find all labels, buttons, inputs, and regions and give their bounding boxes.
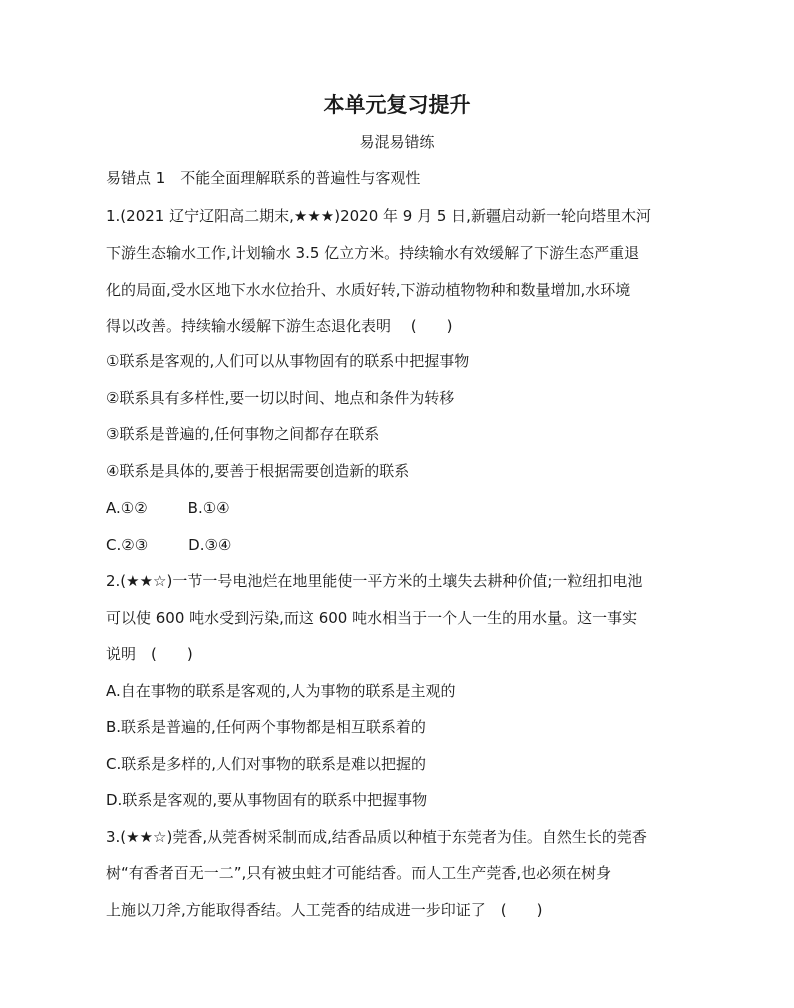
q2-option-c[interactable]: C.联系是多样的,人们对事物的联系是难以把握的 bbox=[106, 755, 427, 773]
q2-stem-line: 2.(★★☆)一节一号电池烂在地里能使一平方米的土壤失去耕种价值;一粒纽扣电池 bbox=[106, 572, 643, 590]
q1-stem-line: 下游生态输水工作,计划输水 3.5 亿立方米。持续输水有效缓解了下游生态严重退 bbox=[106, 244, 640, 262]
q1-options-row bbox=[106, 534, 706, 556]
q2-stem-line: 可以使 600 吨水受到污染,而这 600 吨水相当于一个人一生的用水量。这一事实 bbox=[106, 609, 638, 627]
q1-option-b[interactable]: B.①④ bbox=[187, 499, 230, 517]
q1-options-row bbox=[106, 497, 706, 519]
q2-option-b[interactable]: B.联系是普遍的,任何两个事物都是相互联系着的 bbox=[106, 718, 426, 736]
q1-statement: ③联系是普遍的,任何事物之间都存在联系 bbox=[106, 425, 380, 443]
q1-stem-line: 化的局面,受水区地下水水位抬升、水质好转,下游动植物物种和数量增加,水环境 bbox=[106, 281, 631, 299]
section-heading: 易错点 1 不能全面理解联系的普遍性与客观性 bbox=[106, 169, 421, 187]
q1-stem-line: 得以改善。持续输水缓解下游生态退化表明 ( ) bbox=[106, 317, 453, 335]
q1-stem-line: 1.(2021 辽宁辽阳高二期末,★★★)2020 年 9 月 5 日,新疆启动新一轮向塔里木河 bbox=[106, 207, 651, 225]
q2-option-a[interactable]: A.自在事物的联系是客观的,人为事物的联系是主观的 bbox=[106, 682, 456, 700]
page-title: 本单元复习提升 bbox=[323, 93, 471, 117]
q1-statement: ④联系是具体的,要善于根据需要创造新的联系 bbox=[106, 462, 410, 480]
q3-stem-line: 树“有香者百无一二”,只有被虫蛀才可能结香。而人工生产莞香,也必须在树身 bbox=[106, 864, 612, 882]
q3-stem-line: 3.(★★☆)莞香,从莞香树采制而成,结香品质以种植于东莞者为佳。自然生长的莞香 bbox=[106, 828, 647, 846]
page-subtitle: 易混易错练 bbox=[359, 133, 435, 151]
q3-stem-line: 上施以刀斧,方能取得香结。人工莞香的结成进一步印证了 ( ) bbox=[106, 901, 543, 919]
q1-statement: ②联系具有多样性,要一切以时间、地点和条件为转移 bbox=[106, 389, 455, 407]
q2-option-d[interactable]: D.联系是客观的,要从事物固有的联系中把握事物 bbox=[106, 791, 428, 809]
q2-stem-line: 说明 ( ) bbox=[106, 645, 193, 663]
q1-option-d[interactable]: D.③④ bbox=[188, 536, 232, 554]
q1-statement: ①联系是客观的,人们可以从事物固有的联系中把握事物 bbox=[106, 352, 470, 370]
q1-option-c[interactable]: C.②③ bbox=[106, 536, 149, 554]
q1-option-a[interactable]: A.①② bbox=[106, 499, 148, 517]
